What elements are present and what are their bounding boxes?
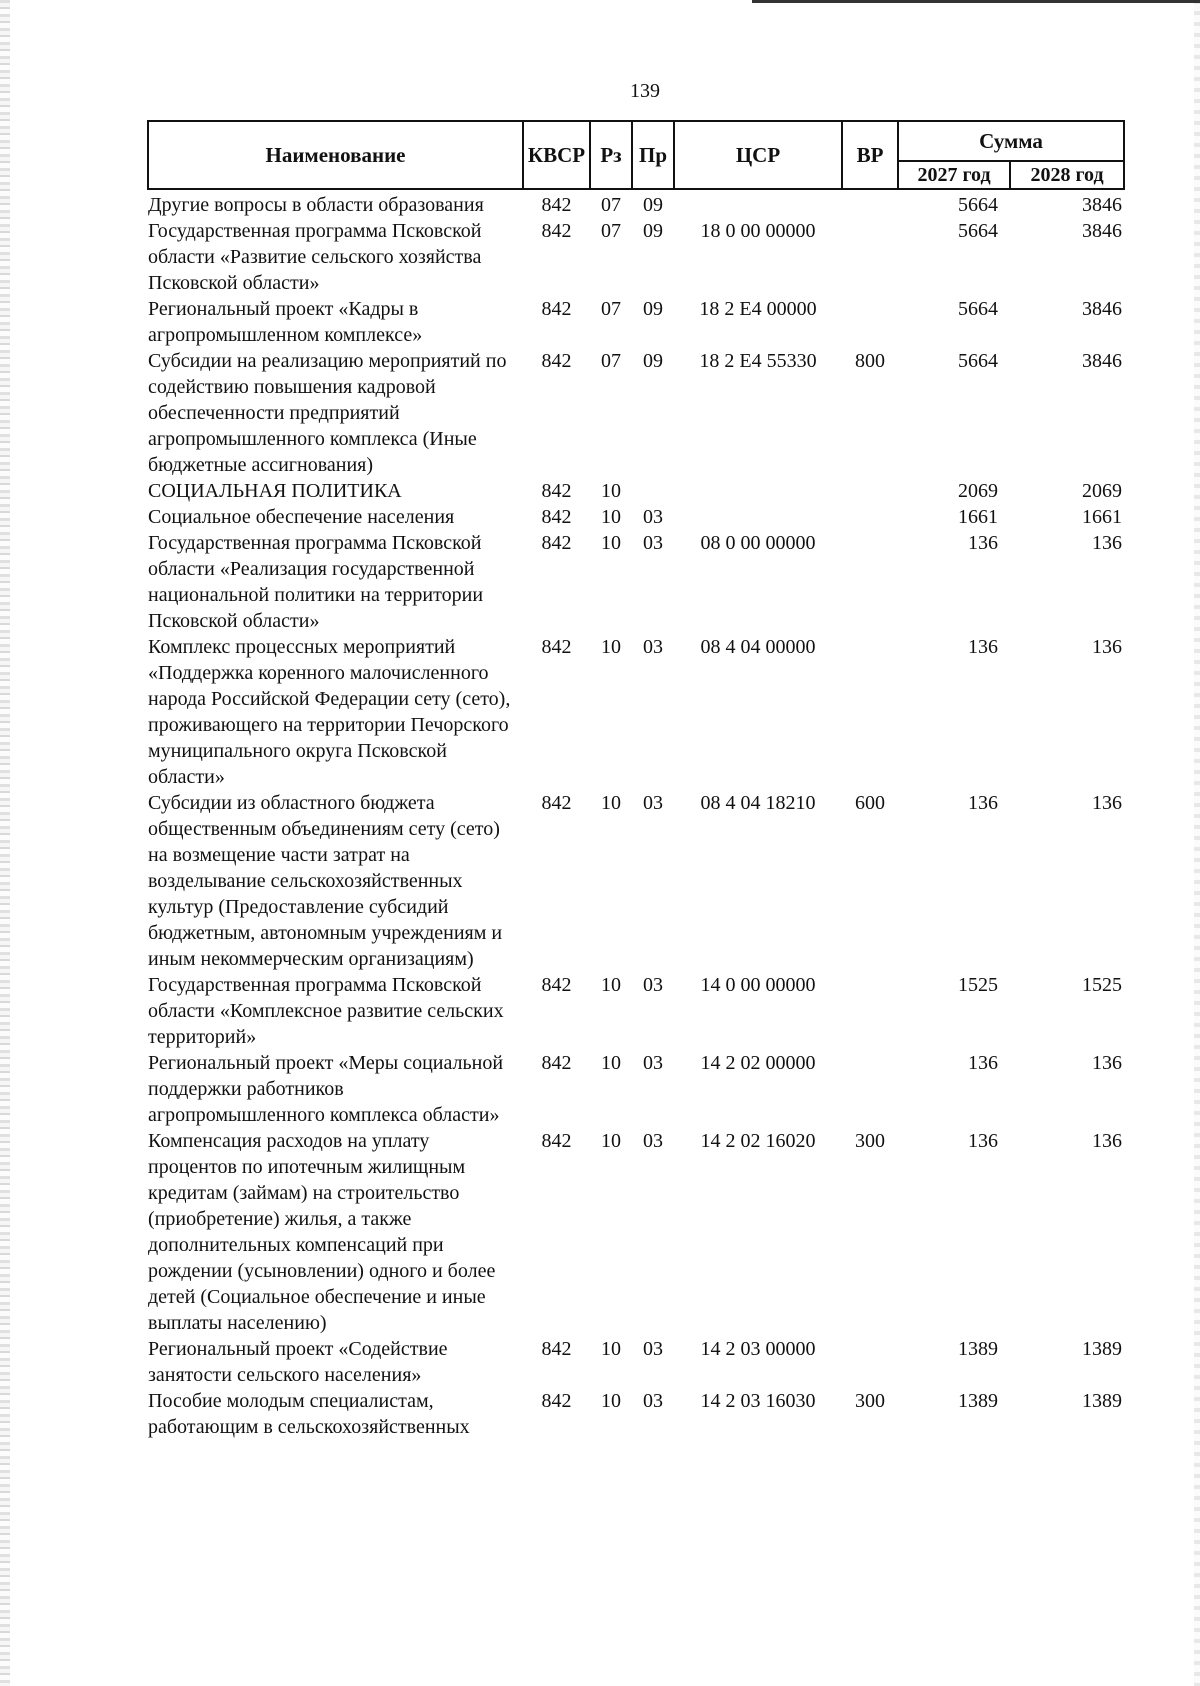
cell-kvsr: 842 <box>541 974 572 996</box>
cell-csr: 18 2 E4 55330 <box>699 350 817 372</box>
cell-kvsr: 842 <box>541 506 572 528</box>
cell-csr: 14 2 03 00000 <box>700 1338 816 1360</box>
cell-name: Региональный проект «Содействие занятости сельского населения» <box>148 1338 448 1386</box>
cell-rz: 10 <box>601 974 621 996</box>
cell-sum-2028: 136 <box>1092 636 1122 658</box>
cell-csr: 14 0 00 00000 <box>700 974 816 996</box>
table-row <box>148 1388 1124 1440</box>
cell-csr <box>674 478 842 504</box>
table-row <box>148 790 1124 972</box>
cell-sum-2027: 2069 <box>958 480 998 502</box>
cell-vr: 300 <box>855 1130 885 1152</box>
cell-pr: 03 <box>643 974 663 996</box>
cell-rz: 10 <box>601 506 621 528</box>
table-body <box>148 189 1124 1440</box>
cell-csr: 14 2 02 00000 <box>700 1052 816 1074</box>
cell-rz: 10 <box>601 636 621 658</box>
cell-sum-2028: 136 <box>1092 1130 1122 1152</box>
cell-vr <box>842 218 898 296</box>
cell-sum-2027: 5664 <box>958 220 998 242</box>
cell-name: Субсидии из областного бюджета общественным объединениям сету (сето) на возмещение части затрат на возделывание сельскохозяйственных культур (Предоставление субсидий бюджетным, автономным учреждениям и иным некоммерческим организациям) <box>148 792 503 970</box>
header-vr: ВР <box>842 121 898 189</box>
cell-name: Другие вопросы в области образования <box>148 194 484 216</box>
cell-sum-2027: 136 <box>968 1130 998 1152</box>
table-row <box>148 348 1124 478</box>
cell-csr: 18 2 E4 00000 <box>699 298 817 320</box>
scan-edge-right <box>1194 0 1200 1686</box>
cell-name: Региональный проект «Меры социальной поддержки работников агропромышленного комплекса области» <box>148 1052 504 1126</box>
cell-csr: 08 4 04 00000 <box>700 636 816 658</box>
cell-sum-2028: 3846 <box>1082 194 1122 216</box>
cell-rz: 10 <box>601 1052 621 1074</box>
table-row <box>148 189 1124 218</box>
cell-name: Пособие молодым специалистам, работающим в сельскохозяйственных <box>148 1390 470 1438</box>
cell-sum-2028: 136 <box>1092 532 1122 554</box>
cell-vr <box>842 296 898 348</box>
cell-sum-2028: 2069 <box>1082 480 1122 502</box>
cell-rz: 10 <box>601 1130 621 1152</box>
scan-edge-left <box>0 0 10 1686</box>
table-row <box>148 1128 1124 1336</box>
cell-kvsr: 842 <box>541 194 572 216</box>
cell-sum-2027: 5664 <box>958 194 998 216</box>
cell-pr: 09 <box>643 220 663 242</box>
cell-sum-2028: 136 <box>1092 1052 1122 1074</box>
cell-pr: 09 <box>643 298 663 320</box>
cell-sum-2027: 136 <box>968 792 998 814</box>
table-row <box>148 504 1124 530</box>
cell-name: Компенсация расходов на уплату процентов по ипотечным жилищным кредитам (займам) на строительство (приобретение) жилья, а также дополнительных компенсаций при рождении (усыновлении) одного и более детей (Социальное обеспечение и иные выплаты населению) <box>148 1130 496 1334</box>
cell-pr: 03 <box>643 1390 663 1412</box>
cell-sum-2028: 3846 <box>1082 220 1122 242</box>
cell-sum-2027: 1661 <box>958 506 998 528</box>
cell-sum-2027: 1389 <box>958 1338 998 1360</box>
cell-pr: 03 <box>643 532 663 554</box>
cell-pr: 03 <box>643 1130 663 1152</box>
cell-pr: 03 <box>643 1338 663 1360</box>
cell-vr <box>842 634 898 790</box>
cell-sum-2027: 136 <box>968 1052 998 1074</box>
cell-kvsr: 842 <box>541 298 572 320</box>
budget-table <box>147 120 1125 1440</box>
cell-sum-2027: 5664 <box>958 350 998 372</box>
cell-pr: 09 <box>643 194 663 216</box>
cell-sum-2028: 136 <box>1092 792 1122 814</box>
cell-rz: 10 <box>601 792 621 814</box>
cell-rz: 10 <box>601 1338 621 1360</box>
cell-kvsr: 842 <box>541 1052 572 1074</box>
table-row <box>148 1050 1124 1128</box>
cell-rz: 10 <box>601 532 621 554</box>
cell-vr <box>842 189 898 218</box>
header-pr: Пр <box>632 121 674 189</box>
cell-sum-2028: 1525 <box>1082 974 1122 996</box>
cell-pr <box>632 478 674 504</box>
header-name: Наименование <box>148 121 523 189</box>
cell-name: Государственная программа Псковской области «Развитие сельского хозяйства Псковской области» <box>148 220 482 294</box>
cell-csr: 18 0 00 00000 <box>700 220 816 242</box>
cell-vr: 300 <box>855 1390 885 1412</box>
cell-csr: 14 2 02 16020 <box>700 1130 816 1152</box>
cell-sum-2028: 1661 <box>1082 506 1122 528</box>
cell-kvsr: 842 <box>541 1390 572 1412</box>
page-number: 139 <box>630 80 660 102</box>
cell-pr: 03 <box>643 636 663 658</box>
cell-csr: 14 2 03 16030 <box>700 1390 816 1412</box>
cell-kvsr: 842 <box>541 532 572 554</box>
cell-name: Государственная программа Псковской области «Реализация государственной национальной политики на территории Псковской области» <box>148 532 484 632</box>
cell-vr <box>842 504 898 530</box>
cell-pr: 09 <box>643 350 663 372</box>
cell-kvsr: 842 <box>541 636 572 658</box>
cell-sum-2027: 136 <box>968 532 998 554</box>
cell-sum-2027: 1525 <box>958 974 998 996</box>
cell-kvsr: 842 <box>541 792 572 814</box>
cell-rz: 10 <box>601 1390 621 1412</box>
cell-rz: 07 <box>601 298 621 320</box>
cell-vr <box>842 1336 898 1388</box>
cell-kvsr: 842 <box>541 1338 572 1360</box>
cell-name: Субсидии на реализацию мероприятий по содействию повышения кадровой обеспеченности предприятий агропромышленного комплекса (Иные бюджетные ассигнования) <box>148 350 507 476</box>
cell-sum-2028: 1389 <box>1082 1338 1122 1360</box>
cell-vr <box>842 972 898 1050</box>
table-header <box>148 121 1124 189</box>
cell-kvsr: 842 <box>541 350 572 372</box>
cell-csr <box>674 504 842 530</box>
table-row <box>148 478 1124 504</box>
cell-csr: 08 0 00 00000 <box>700 532 816 554</box>
cell-sum-2028: 1389 <box>1082 1390 1122 1412</box>
cell-rz: 07 <box>601 220 621 242</box>
header-year-2028: 2028 год <box>1010 161 1124 189</box>
cell-vr <box>842 478 898 504</box>
cell-name: СОЦИАЛЬНАЯ ПОЛИТИКА <box>148 480 402 502</box>
cell-pr: 03 <box>643 792 663 814</box>
table-row <box>148 530 1124 634</box>
cell-name: Региональный проект «Кадры в агропромышленном комплексе» <box>148 298 423 346</box>
cell-csr: 08 4 04 18210 <box>700 792 816 814</box>
table-row <box>148 296 1124 348</box>
table-row <box>148 972 1124 1050</box>
cell-pr: 03 <box>643 506 663 528</box>
cell-name: Комплекс процессных мероприятий «Поддержка коренного малочисленного народа Российской Федерации сету (сето), проживающего на территории Печорского муниципального округа Псковской области» <box>148 636 511 788</box>
table-row <box>148 634 1124 790</box>
header-csr: ЦСР <box>674 121 842 189</box>
cell-vr: 600 <box>855 792 885 814</box>
header-rz: Рз <box>590 121 632 189</box>
cell-rz: 07 <box>601 350 621 372</box>
cell-sum-2028: 3846 <box>1082 298 1122 320</box>
cell-kvsr: 842 <box>541 480 572 502</box>
table-row <box>148 1336 1124 1388</box>
cell-sum-2027: 1389 <box>958 1390 998 1412</box>
header-sum: Сумма <box>898 121 1124 161</box>
header-kvsr: КВСР <box>523 121 590 189</box>
cell-vr <box>842 1050 898 1128</box>
cell-name: Государственная программа Псковской области «Комплексное развитие сельских территорий» <box>148 974 504 1048</box>
cell-kvsr: 842 <box>541 220 572 242</box>
cell-name: Социальное обеспечение населения <box>148 506 455 528</box>
scan-top-bar <box>752 0 1200 3</box>
cell-rz: 10 <box>601 480 621 502</box>
cell-sum-2027: 5664 <box>958 298 998 320</box>
cell-vr: 800 <box>855 350 885 372</box>
cell-sum-2027: 136 <box>968 636 998 658</box>
cell-pr: 03 <box>643 1052 663 1074</box>
cell-vr <box>842 530 898 634</box>
cell-rz: 07 <box>601 194 621 216</box>
cell-sum-2028: 3846 <box>1082 350 1122 372</box>
table-row <box>148 218 1124 296</box>
cell-csr <box>674 189 842 218</box>
header-year-2027: 2027 год <box>898 161 1010 189</box>
cell-kvsr: 842 <box>541 1130 572 1152</box>
